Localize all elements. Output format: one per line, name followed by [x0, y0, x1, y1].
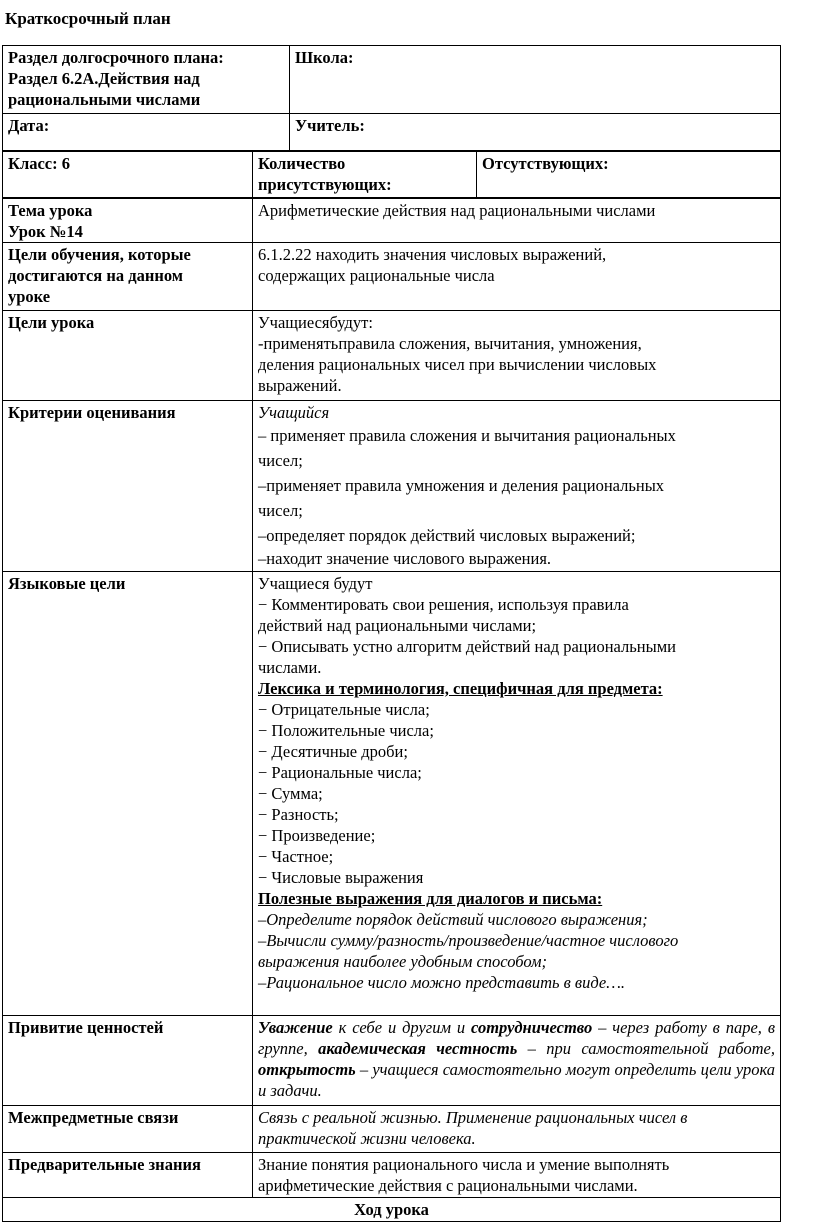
present-cell — [253, 152, 477, 198]
teacher-cell — [290, 114, 781, 151]
vocab-item: − Разность; — [258, 805, 339, 824]
vocab-heading: Лексика и терминология, специфичная для предмета: — [258, 679, 663, 698]
interdisciplinary-row — [3, 1106, 781, 1153]
criteria-item: –определяет порядок действий числовых выражений; — [258, 526, 636, 545]
school-cell — [290, 46, 781, 114]
values-text: к себе и другим и — [332, 1018, 472, 1037]
language-intro: − Описывать устно алгоритм действий над рациональными — [258, 637, 676, 656]
learning-goals-row — [3, 243, 781, 311]
present-label: Количество — [258, 154, 346, 173]
value-cooperation: сотрудничество — [471, 1018, 593, 1037]
lesson-goals-row — [3, 311, 781, 401]
lesson-flow-row — [3, 1198, 781, 1222]
prior-knowledge-row — [3, 1153, 781, 1198]
phrases-heading: Полезные выражения для диалогов и письма: — [258, 889, 603, 908]
lesson-goals-label-cell — [3, 311, 253, 401]
lesson-goals-value: деления рациональных чисел при вычислении числовых — [258, 355, 657, 374]
phrase-item: –Рациональное число можно представить в виде…. — [258, 973, 625, 992]
language-value-cell — [253, 572, 781, 1016]
values-label-cell — [3, 1016, 253, 1106]
language-intro: действий над рациональными числами; — [258, 616, 537, 635]
interdisciplinary-label-cell — [3, 1106, 253, 1153]
values-text: – через работу в паре, в группе, — [258, 1018, 775, 1058]
language-intro: числами. — [258, 658, 322, 677]
lesson-goals-value: Учащиесябудут: — [258, 313, 373, 332]
lesson-goals-label: Цели урока — [8, 313, 95, 332]
section-label: Раздел долгосрочного плана: — [8, 48, 224, 67]
topic-label-cell — [3, 199, 253, 243]
learning-goals-value: содержащих рациональные числа — [258, 266, 495, 285]
criteria-heading: Учащийся — [258, 403, 330, 422]
value-honesty: академическая честность — [318, 1039, 518, 1058]
criteria-item: чисел; — [258, 451, 303, 470]
vocab-item: − Десятичные дроби; — [258, 742, 408, 761]
section-cell — [3, 46, 290, 114]
learning-goals-value: 6.1.2.22 находить значения числовых выражений, — [258, 245, 607, 264]
prior-value: Знание понятия рационального числа и умение выполнять — [258, 1155, 670, 1174]
learning-goals-label: Цели обучения, которые — [8, 245, 191, 264]
vocab-item: − Положительные числа; — [258, 721, 434, 740]
absent-label: Отсутствующих: — [482, 154, 609, 173]
lesson-number: Урок №14 — [8, 222, 83, 241]
vocab-item: − Числовые выражения — [258, 868, 424, 887]
absent-cell — [477, 152, 781, 198]
topic-label: Тема урока — [8, 201, 93, 220]
interdisciplinary-label: Межпредметные связи — [8, 1108, 179, 1127]
learning-goals-label-cell — [3, 243, 253, 311]
values-text: – при самостоятельной работе, — [517, 1039, 775, 1058]
phrase-item: –Вычисли сумму/разность/произведение/частное числового — [258, 931, 679, 950]
vocab-item: − Произведение; — [258, 826, 376, 845]
header-table — [2, 45, 781, 151]
lesson-goals-value: выражений. — [258, 376, 342, 395]
criteria-item: –применяет правила умножения и деления рациональных — [258, 476, 665, 495]
interdisciplinary-value: Связь с реальной жизнью. Применение рациональных чисел в практической жизни человека. — [258, 1108, 688, 1148]
section-line: Раздел 6.2А.Действия над — [8, 69, 200, 88]
values-value-cell — [253, 1016, 781, 1106]
section-line: рациональными числами — [8, 90, 201, 109]
interdisciplinary-value-cell — [253, 1106, 781, 1153]
language-intro: − Комментировать свои решения, используя правила — [258, 595, 629, 614]
learning-goals-value-cell — [253, 243, 781, 311]
learning-goals-label: уроке — [8, 287, 51, 306]
date-cell — [3, 114, 290, 151]
criteria-value-cell — [253, 401, 781, 572]
school-label: Школа: — [295, 48, 354, 67]
lesson-goals-value: -применятьправила сложения, вычитания, умножения, — [258, 334, 642, 353]
value-respect: Уважение — [258, 1018, 333, 1037]
criteria-label-cell — [3, 401, 253, 572]
lesson-goals-value-cell — [253, 311, 781, 401]
lesson-flow-heading: Ход урока — [354, 1200, 429, 1219]
lesson-flow-cell — [3, 1198, 781, 1222]
language-label: Языковые цели — [8, 574, 126, 593]
vocab-item: − Отрицательные числа; — [258, 700, 430, 719]
phrase-item: выражения наиболее удобным способом; — [258, 952, 547, 971]
language-row — [3, 572, 781, 1016]
criteria-label: Критерии оценивания — [8, 403, 176, 422]
class-cell — [3, 152, 253, 198]
class-label: Класс: 6 — [8, 154, 70, 173]
main-table — [2, 198, 781, 1222]
topic-row — [3, 199, 781, 243]
values-row — [3, 1016, 781, 1106]
prior-label-cell — [3, 1153, 253, 1198]
document-title: Краткосрочный план — [5, 9, 171, 28]
learning-goals-label: достигаются на данном — [8, 266, 184, 285]
values-label: Привитие ценностей — [8, 1018, 164, 1037]
vocab-item: − Сумма; — [258, 784, 323, 803]
language-label-cell — [3, 572, 253, 1016]
value-openness: открытость — [258, 1060, 356, 1079]
phrase-item: –Определите порядок действий числового выражения; — [258, 910, 648, 929]
criteria-item: – применяет правила сложения и вычитания рациональных — [258, 426, 676, 445]
prior-value: арифметические действия с рациональными числами. — [258, 1176, 638, 1195]
values-text: – учащиеся самостоятельно могут определить цели урока и задачи. — [258, 1060, 775, 1100]
present-label: присутствующих: — [258, 175, 392, 194]
vocab-item: − Рациональные числа; — [258, 763, 422, 782]
language-intro: Учащиеся будут — [258, 574, 373, 593]
criteria-item: –находит значение числового выражения. — [258, 549, 552, 568]
class-table — [2, 151, 781, 198]
vocab-item: − Частное; — [258, 847, 334, 866]
date-label: Дата: — [8, 116, 50, 135]
prior-label: Предварительные знания — [8, 1155, 201, 1174]
prior-value-cell — [253, 1153, 781, 1198]
criteria-item: чисел; — [258, 501, 303, 520]
criteria-row — [3, 401, 781, 572]
topic-value: Арифметические действия над рациональными числами — [258, 201, 656, 220]
teacher-label: Учитель: — [295, 116, 365, 135]
topic-value-cell — [253, 199, 781, 243]
